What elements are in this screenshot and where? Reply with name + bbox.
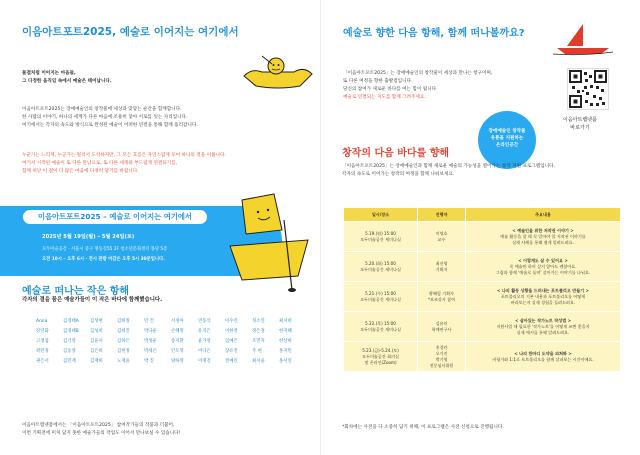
right-heading: 예술로 향한 다음 항해, 함께 떠나볼까요?	[343, 28, 525, 39]
artist-name: 노재윤	[117, 359, 130, 364]
left-heading: 이음아트포트2025, 예술로 이어지는 여기에서	[22, 26, 239, 38]
schedule-content	[466, 342, 621, 372]
schedule-content-line: 그림과 함께 '예술로 돌며' 살아가는 이야기를 나눠요.	[495, 269, 591, 275]
artist-names-grid	[36, 318, 306, 366]
schedule-when	[344, 342, 418, 372]
schedule-content	[466, 312, 621, 342]
schedule-when-line: 모두미술공간 세미나실	[360, 266, 401, 272]
artist-name: 전예린	[225, 359, 238, 364]
schedule-host-line: 오가진	[435, 350, 448, 356]
schedule-when	[344, 252, 418, 282]
schedule-row	[344, 282, 621, 312]
schedule-host-line: 박기영	[435, 356, 448, 362]
schedule-content	[466, 222, 621, 252]
bubble-line: 온라인공간	[495, 143, 519, 148]
header-host: 진행자	[418, 208, 466, 222]
artist-name: 고정섭	[36, 339, 49, 344]
artist-name: 박세은	[144, 349, 157, 354]
artist-name: 권은서	[36, 359, 49, 364]
program-text	[342, 163, 555, 179]
artist-name: 김하은	[117, 339, 130, 344]
artist-name: 김현정	[117, 349, 130, 354]
intro-text	[22, 70, 112, 86]
schedule-content-line: 비평가와 1:1로 포트폴리오를 함께 살펴보는 시간이에요.	[492, 356, 594, 362]
schedule-content-line: 바라보는지 실제 경험을 들려드려요.	[510, 299, 576, 305]
schedule-content-line: < 나의 활동 상황을 드러내는 포트폴리오 만들기 >	[497, 287, 589, 293]
artist-name: 김경태B	[63, 329, 79, 334]
artist-name: 박 진	[144, 359, 154, 364]
artist-name: 김성현	[90, 319, 103, 324]
artist-name: Anna	[36, 319, 48, 324]
artist-name: 김희진	[117, 329, 130, 334]
schedule-when-line: 5.22.(목) 15:00	[365, 320, 396, 326]
artist-name: 박다운	[144, 329, 157, 334]
program-line: 각자의 속도로 이어가는 창작의 여정을 함께 나눠보세요.	[342, 172, 455, 177]
schedule-host-line: 전문심사위원	[429, 362, 454, 368]
artist-name: 김재희	[90, 359, 103, 364]
schedule-when-line: 모두미술공간 회의실	[362, 353, 399, 359]
exhibition-title-pill: 이음아트포트2025 – 예술로 이어지는 여기에서	[22, 209, 208, 225]
schedule-content-line: < 이렇게도 살 수 있어요 >	[518, 257, 568, 263]
schedule-when	[344, 312, 418, 342]
intro-line: 그 다정한 움직임 속에서 예술은 태어납니다.	[22, 79, 112, 84]
schedule-host-line: 김유미	[435, 320, 448, 326]
schedule-host-line: 이영호	[435, 230, 448, 236]
schedule-host-line: *보조강사 참여	[427, 296, 456, 302]
artist-name: 이명진	[198, 359, 211, 364]
sailboat-illustration	[553, 22, 613, 56]
boat-illustration	[222, 190, 318, 294]
artist-name: 홍서연	[279, 359, 292, 364]
schedule-host-line: 교수	[437, 236, 446, 242]
artist-name: 정은경	[252, 329, 265, 334]
qr-code-icon	[568, 69, 608, 109]
schedule-when-line: 5.20.(화) 15:00	[365, 260, 396, 266]
artist-name: 김민재	[63, 359, 76, 364]
artist-name: 김동영	[63, 349, 76, 354]
schedule-row	[344, 252, 621, 282]
schedule-when-line: 5.19.(월) 15:00	[365, 230, 396, 236]
schedule-host	[418, 252, 466, 282]
artist-name: 김윤서	[90, 339, 103, 344]
program-line: 「이음아트포트2025」는 장애예술인과 함께 새로운 예술의 가능성을 열어가는 창작 지원 프로그램입니다.	[342, 164, 555, 169]
artist-name: 송지환	[171, 339, 184, 344]
artist-name: 박성운	[144, 339, 157, 344]
schedule-content-line: 실제 예시를 통해 알려드려요.	[516, 329, 570, 335]
artist-name: 연동석	[198, 319, 211, 324]
artist-name: 김기영	[63, 339, 76, 344]
qr-label-line: 바로가기	[570, 125, 590, 131]
artist-name: 양하영	[171, 359, 184, 364]
schedule-content-line: < 살아있는 작가노트 작성법 >	[514, 317, 572, 323]
schedule-host	[418, 312, 466, 342]
artist-name: 최서희	[279, 319, 292, 324]
artist-name: 김성희	[90, 329, 103, 334]
schedule-host-line: 기획자	[435, 266, 448, 272]
schedule-host	[418, 282, 466, 312]
exhibition-date: 2025년 5월 19일(월) – 5월 24일(토)	[42, 234, 135, 240]
voyage-heading: 예술로 떠나는 작은 항해	[22, 286, 130, 297]
schedule-host-line: 최선영	[435, 260, 448, 266]
schedule-host-line: 학예연구사	[431, 326, 452, 332]
highlight-line: 여기서 시작된 예술이 또 다른 만남으로, 또 다른 세계와 부드럽게 연결되기를,	[22, 161, 178, 166]
header-when: 일시/장소	[344, 208, 418, 222]
header-content: 주요내용	[466, 208, 621, 222]
schedule-host-line: 홍경란	[435, 344, 448, 350]
schedule-row	[344, 312, 621, 342]
voyage-subheading: 각자의 결을 품은 예술가들이 이 작은 바다에 함께했습니다.	[22, 297, 163, 303]
program-heading: 창작의 다음 바다를 향해	[342, 148, 450, 159]
artist-name: 민 건	[144, 319, 154, 324]
participation-line: 당신의 참여가 새로운 바다를 여는 힘이 됩니다.	[343, 87, 438, 92]
platform-bubble	[478, 111, 536, 169]
artist-name: 안도영	[171, 349, 184, 354]
participation-line: 「이음아트포트2025」는 장애예술인의 창작물이 세상과 만나는 항구이며,	[343, 71, 493, 76]
schedule-table	[343, 207, 621, 372]
schedule-content-line: < 나의 한마디 도약을 외쳐봐 >	[514, 350, 572, 356]
intro-line: 물결처럼 이어지는 마음들,	[22, 71, 76, 76]
schedule-content-line: 포트폴리오의 기본 내용과 포트폴리오를 어떻게	[500, 293, 586, 299]
artist-name: 강연화	[36, 329, 49, 334]
qr-label-line: 이음아트랩넷폼	[563, 117, 597, 123]
schedule-when-line: 모두미술공간 세미나실	[360, 296, 401, 302]
schedule-content-line: < 예술인을 위한 저작권 이야기 >	[512, 227, 574, 233]
schedule-when-line: 모두미술공간 세미나실	[360, 326, 401, 332]
schedule-when-line: 5.23.(금)-5.24.(토)	[362, 347, 399, 353]
schedule-content	[466, 282, 621, 312]
schedule-row	[344, 342, 621, 372]
bubble-line: 장애예술인 창작물	[488, 129, 526, 134]
character-illustration	[238, 50, 318, 94]
artist-name: 주 현	[252, 349, 262, 354]
participation-line: 예술로 연결되는 지도를 함께 그려주세요.	[343, 95, 426, 100]
schedule-when	[344, 222, 418, 252]
artist-name: 최서윤	[252, 359, 265, 364]
highlight-line: 함께 떠난 이 걸이 더 많은 마음에 다정히 닿기를 바랍니다.	[22, 169, 139, 174]
desc-line: 이음아트포트2025는 장애예술인의 창작물에 세상과 맞닿는 순간을 함께합니다.	[22, 107, 182, 112]
artist-name: 장유진	[225, 349, 238, 354]
artist-name: 한지혜	[279, 329, 292, 334]
artist-name: 홍지민	[279, 349, 292, 354]
artist-name: 김희정	[117, 319, 130, 324]
exhibition-venue: 모두미술공간 · 서울시 중구 명동길55 2F 청소년문화센터 몽당 5층	[42, 247, 168, 252]
schedule-when-line: 및 온라인(Zoom)	[364, 359, 397, 365]
artist-name: 김은비	[90, 349, 103, 354]
schedule-when	[344, 282, 418, 312]
schedule-header-row	[344, 208, 621, 222]
artist-name: 이수린	[225, 319, 238, 324]
schedule-footnote: *회차에는 사전을 다 소중히 담기 위해, 이 프로그램은 사전 신청으로 진행됩니다.	[342, 425, 504, 430]
participation-line: 또 다른 여정을 향한 출발점입니다.	[343, 79, 413, 84]
artist-name: 곽민정	[36, 349, 49, 354]
schedule-when-line: 모두미술공간 세미나실	[360, 236, 401, 242]
highlight-line: 누군가는 느리게, 누군가는 멀리서 도착하지만, 그 모든 흐름은 자연스럽게 모여 하나의 결을 이룹니다.	[22, 153, 226, 158]
description-text	[22, 106, 198, 130]
artist-name: 한상희	[279, 339, 292, 344]
artist-name: 임예은	[225, 339, 238, 344]
artist-name: 손혜정	[171, 329, 184, 334]
footer-line: 이번 기획전에 미처 담지 못한 예술가들의 작업도 이어서 만나보실 수 있습니다!	[22, 431, 181, 436]
schedule-host	[418, 342, 466, 372]
footer-line: 이음아트랩넷폼에서는 「이음아트포트2025」 참여작가들의 작품과 더불어,	[22, 423, 175, 428]
artist-name: 조민지	[252, 339, 265, 344]
schedule-host	[418, 222, 466, 252]
qr-code[interactable]	[567, 68, 609, 110]
qr-label[interactable]	[563, 116, 597, 132]
artist-name: 이다은	[198, 349, 211, 354]
schedule-host-line: 황혜림 기획자	[428, 290, 455, 296]
highlight-text	[22, 152, 226, 176]
schedule-content-line: 실제 사례를 통해 쉽게 알려드려요.	[512, 239, 574, 245]
artist-name: 김경태A	[63, 319, 79, 324]
desc-line: 여기에서는 각자의 속도와 방식으로 완성된 예술이 어떠한 연결을 통해 함께 흘러갑니다.	[22, 123, 198, 128]
schedule-when-line: 5.21.(수) 15:00	[365, 290, 396, 296]
footer-text	[22, 422, 180, 438]
schedule-content-line: 지원사업 때 필요한 '작가노트'를 어떻게 쓰면 좋을지	[496, 323, 590, 329]
participation-text	[343, 70, 492, 102]
artist-name: 서정아	[171, 319, 184, 324]
schedule-content-line: 예술 활동을 할 때 꼭 알아야 할 저작권 이야기를	[500, 233, 586, 239]
artist-name: 윤가영	[198, 339, 211, 344]
artist-name: 정소연	[252, 319, 265, 324]
exhibition-hours: 오전 10시 – 오후 6시 · 전시 관람 마감은 오후 5시 30분입니다.	[42, 257, 165, 262]
bubble-line: 유통을 지원하는	[490, 136, 524, 141]
artist-name: 유지은	[198, 329, 211, 334]
schedule-content-line: 꼭 예술만 하며 살지 않아도 괜찮아요.	[509, 263, 577, 269]
artist-name: 이한결	[225, 329, 238, 334]
desc-line: 한 사람의 이야기, 하나의 세계가 다른 마음에 조용히 닿아 서로를 잇는 자리입니다.	[22, 115, 188, 120]
schedule-content	[466, 252, 621, 282]
schedule-row	[344, 222, 621, 252]
